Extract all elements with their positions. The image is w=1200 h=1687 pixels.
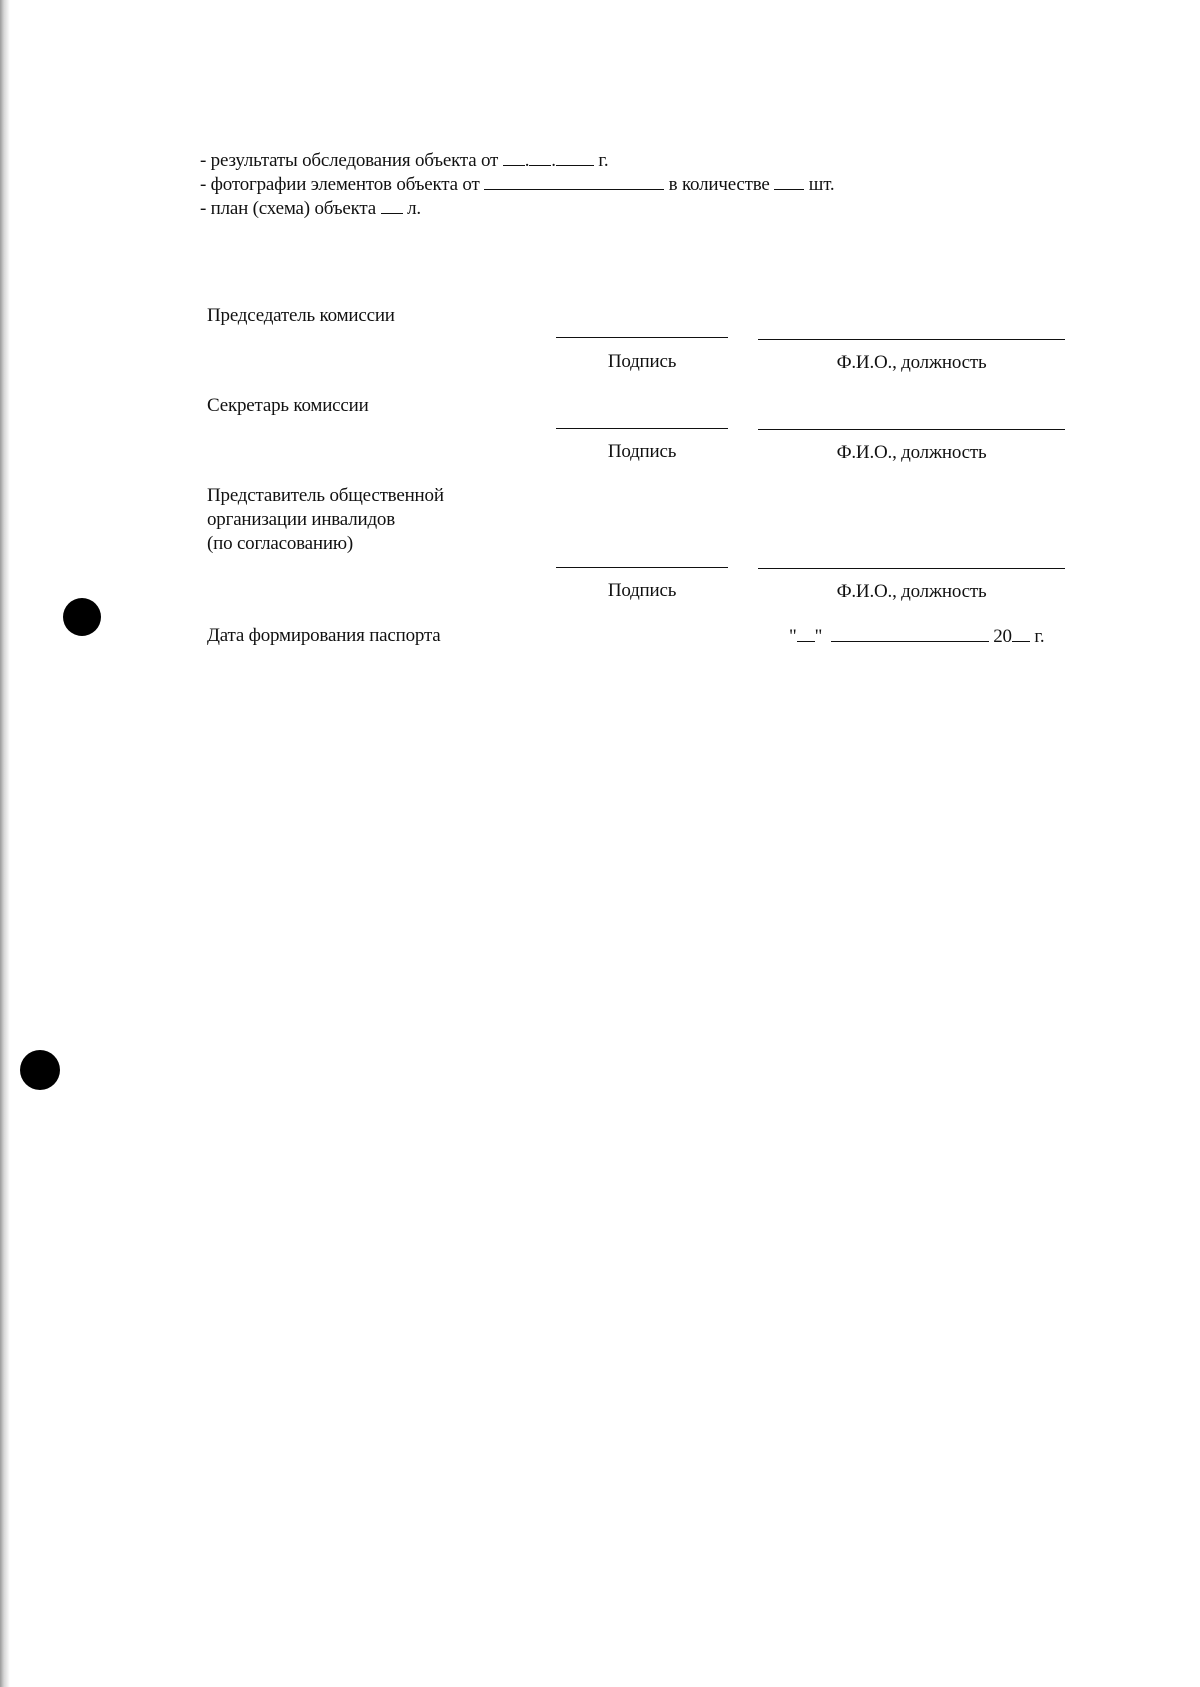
quote-open: "	[789, 626, 797, 647]
secretary-signature-line[interactable]	[556, 428, 728, 429]
attachment-survey: - результаты обследования объекта от . . г.	[200, 150, 609, 171]
representative-role-line-1: Представитель общественной	[207, 485, 444, 506]
date-year-blank[interactable]	[1012, 624, 1030, 642]
attachment-survey-suffix: г.	[598, 150, 609, 171]
photos-date-blank[interactable]	[484, 172, 664, 190]
punch-hole	[20, 1050, 60, 1090]
representative-name-caption: Ф.И.О., должность	[836, 581, 987, 602]
chairman-name-line[interactable]	[758, 339, 1065, 340]
date-month-blank[interactable]	[831, 624, 989, 642]
representative-name-line[interactable]	[758, 568, 1065, 569]
secretary-signature-caption: Подпись	[607, 441, 677, 462]
punch-hole	[63, 598, 101, 636]
secretary-role: Секретарь комиссии	[207, 395, 369, 416]
year-suffix: г.	[1034, 626, 1045, 647]
attachment-plan	[200, 196, 421, 221]
month-blank[interactable]	[529, 148, 551, 166]
attachment-photos-prefix: - фотографии элементов объекта от	[200, 174, 480, 195]
year-blank[interactable]	[556, 148, 594, 166]
secretary-name-caption: Ф.И.О., должность	[836, 442, 987, 463]
passport-date-value	[789, 624, 1044, 649]
secretary-name-line[interactable]	[758, 429, 1065, 430]
year-prefix: 20	[993, 626, 1012, 647]
representative-signature-caption: Подпись	[607, 580, 677, 601]
attachment-photos-middle: в количестве	[668, 174, 770, 195]
chairman-name-caption: Ф.И.О., должность	[836, 352, 987, 373]
attachment-photos	[200, 172, 834, 197]
day-blank[interactable]	[503, 148, 525, 166]
chairman-signature-caption: Подпись	[607, 351, 677, 372]
chairman-signature-line[interactable]	[556, 337, 728, 338]
plan-sheets-blank[interactable]	[381, 196, 403, 214]
passport-date-label: Дата формирования паспорта	[207, 625, 441, 646]
date-day-blank[interactable]	[797, 624, 815, 642]
representative-role-line-2: организации инвалидов	[207, 509, 395, 530]
attachment-photos-suffix: шт.	[808, 174, 835, 195]
chairman-role: Председатель комиссии	[207, 305, 395, 326]
attachment-plan-suffix: л.	[407, 198, 421, 219]
photos-count-blank[interactable]	[774, 172, 804, 190]
representative-role-line-3: (по согласованию)	[207, 533, 353, 554]
scan-edge-shadow	[0, 0, 10, 1687]
attachment-plan-prefix: - план (схема) объекта	[200, 198, 376, 219]
attachment-survey-prefix: - результаты обследования объекта от	[200, 150, 499, 171]
representative-signature-line[interactable]	[556, 567, 728, 568]
quote-close: "	[814, 626, 823, 647]
